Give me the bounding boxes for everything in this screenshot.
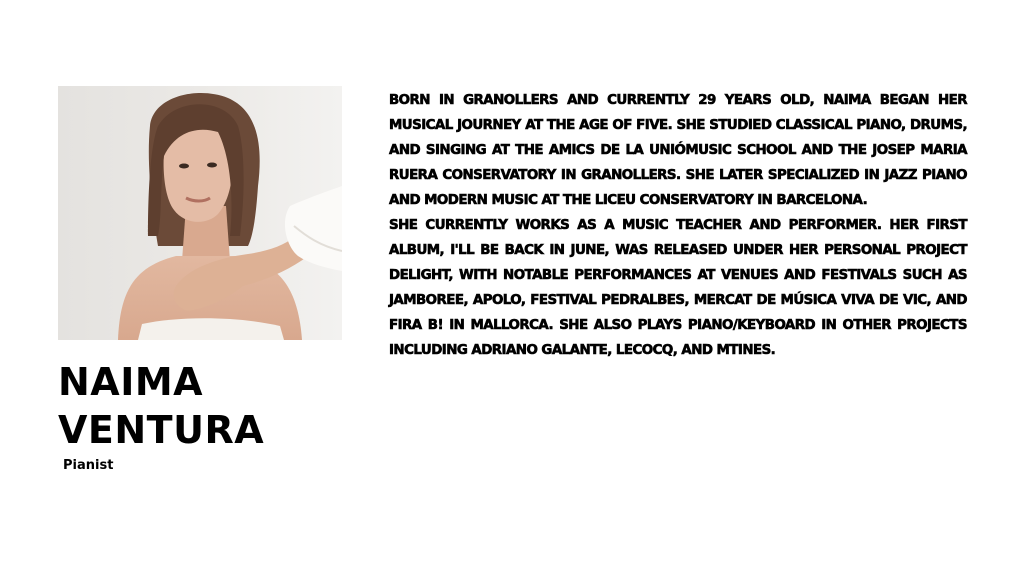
artist-first-name: NAIMA (58, 360, 204, 404)
bio-paragraph-1: BORN IN GRANOLLERS AND CURRENTLY 29 YEARS OLD, NAIMA BEGAN HER MUSICAL JOURNEY AT THE AGE OF FIVE. SHE STUDIED CLASSICAL PIANO, DRUMS, AND SINGING AT THE AMICS DE LA UNIÓMUSIC SCHOOL AND THE JOSEP MARIA RUERA CONSERVATORY IN GRANOLLERS. SHE LATER SPECIALIZED IN JAZZ PIANO AND MODERN MUSIC AT THE LICEU CONSERVATORY IN BARCELONA. (389, 93, 967, 208)
artist-role: Pianist (63, 458, 114, 473)
portrait-photo (58, 86, 342, 340)
artist-last-name: VENTURA (58, 408, 265, 452)
bio-paragraph-2: SHE CURRENTLY WORKS AS A MUSIC TEACHER AND PERFORMER. HER FIRST ALBUM, I'LL BE BACK IN JUNE, WAS RELEASED UNDER HER PERSONAL PROJECT DELIGHT, WITH NOTABLE PERFORMANCES AT VENUES AND FESTIVALS SUCH AS JAMBOREE, APOLO, FESTIVAL PEDRALBES, MERCAT DE MÚSICA VIVA DE VIC, AND FIRA B! IN MALLORCA. SHE ALSO PLAYS PIANO/KEYBOARD IN OTHER PROJECTS INCLUDING ADRIANO GALANTE, LECOCQ, AND MTINES. (389, 218, 967, 358)
artist-name (58, 358, 264, 454)
artist-bio (389, 88, 967, 363)
